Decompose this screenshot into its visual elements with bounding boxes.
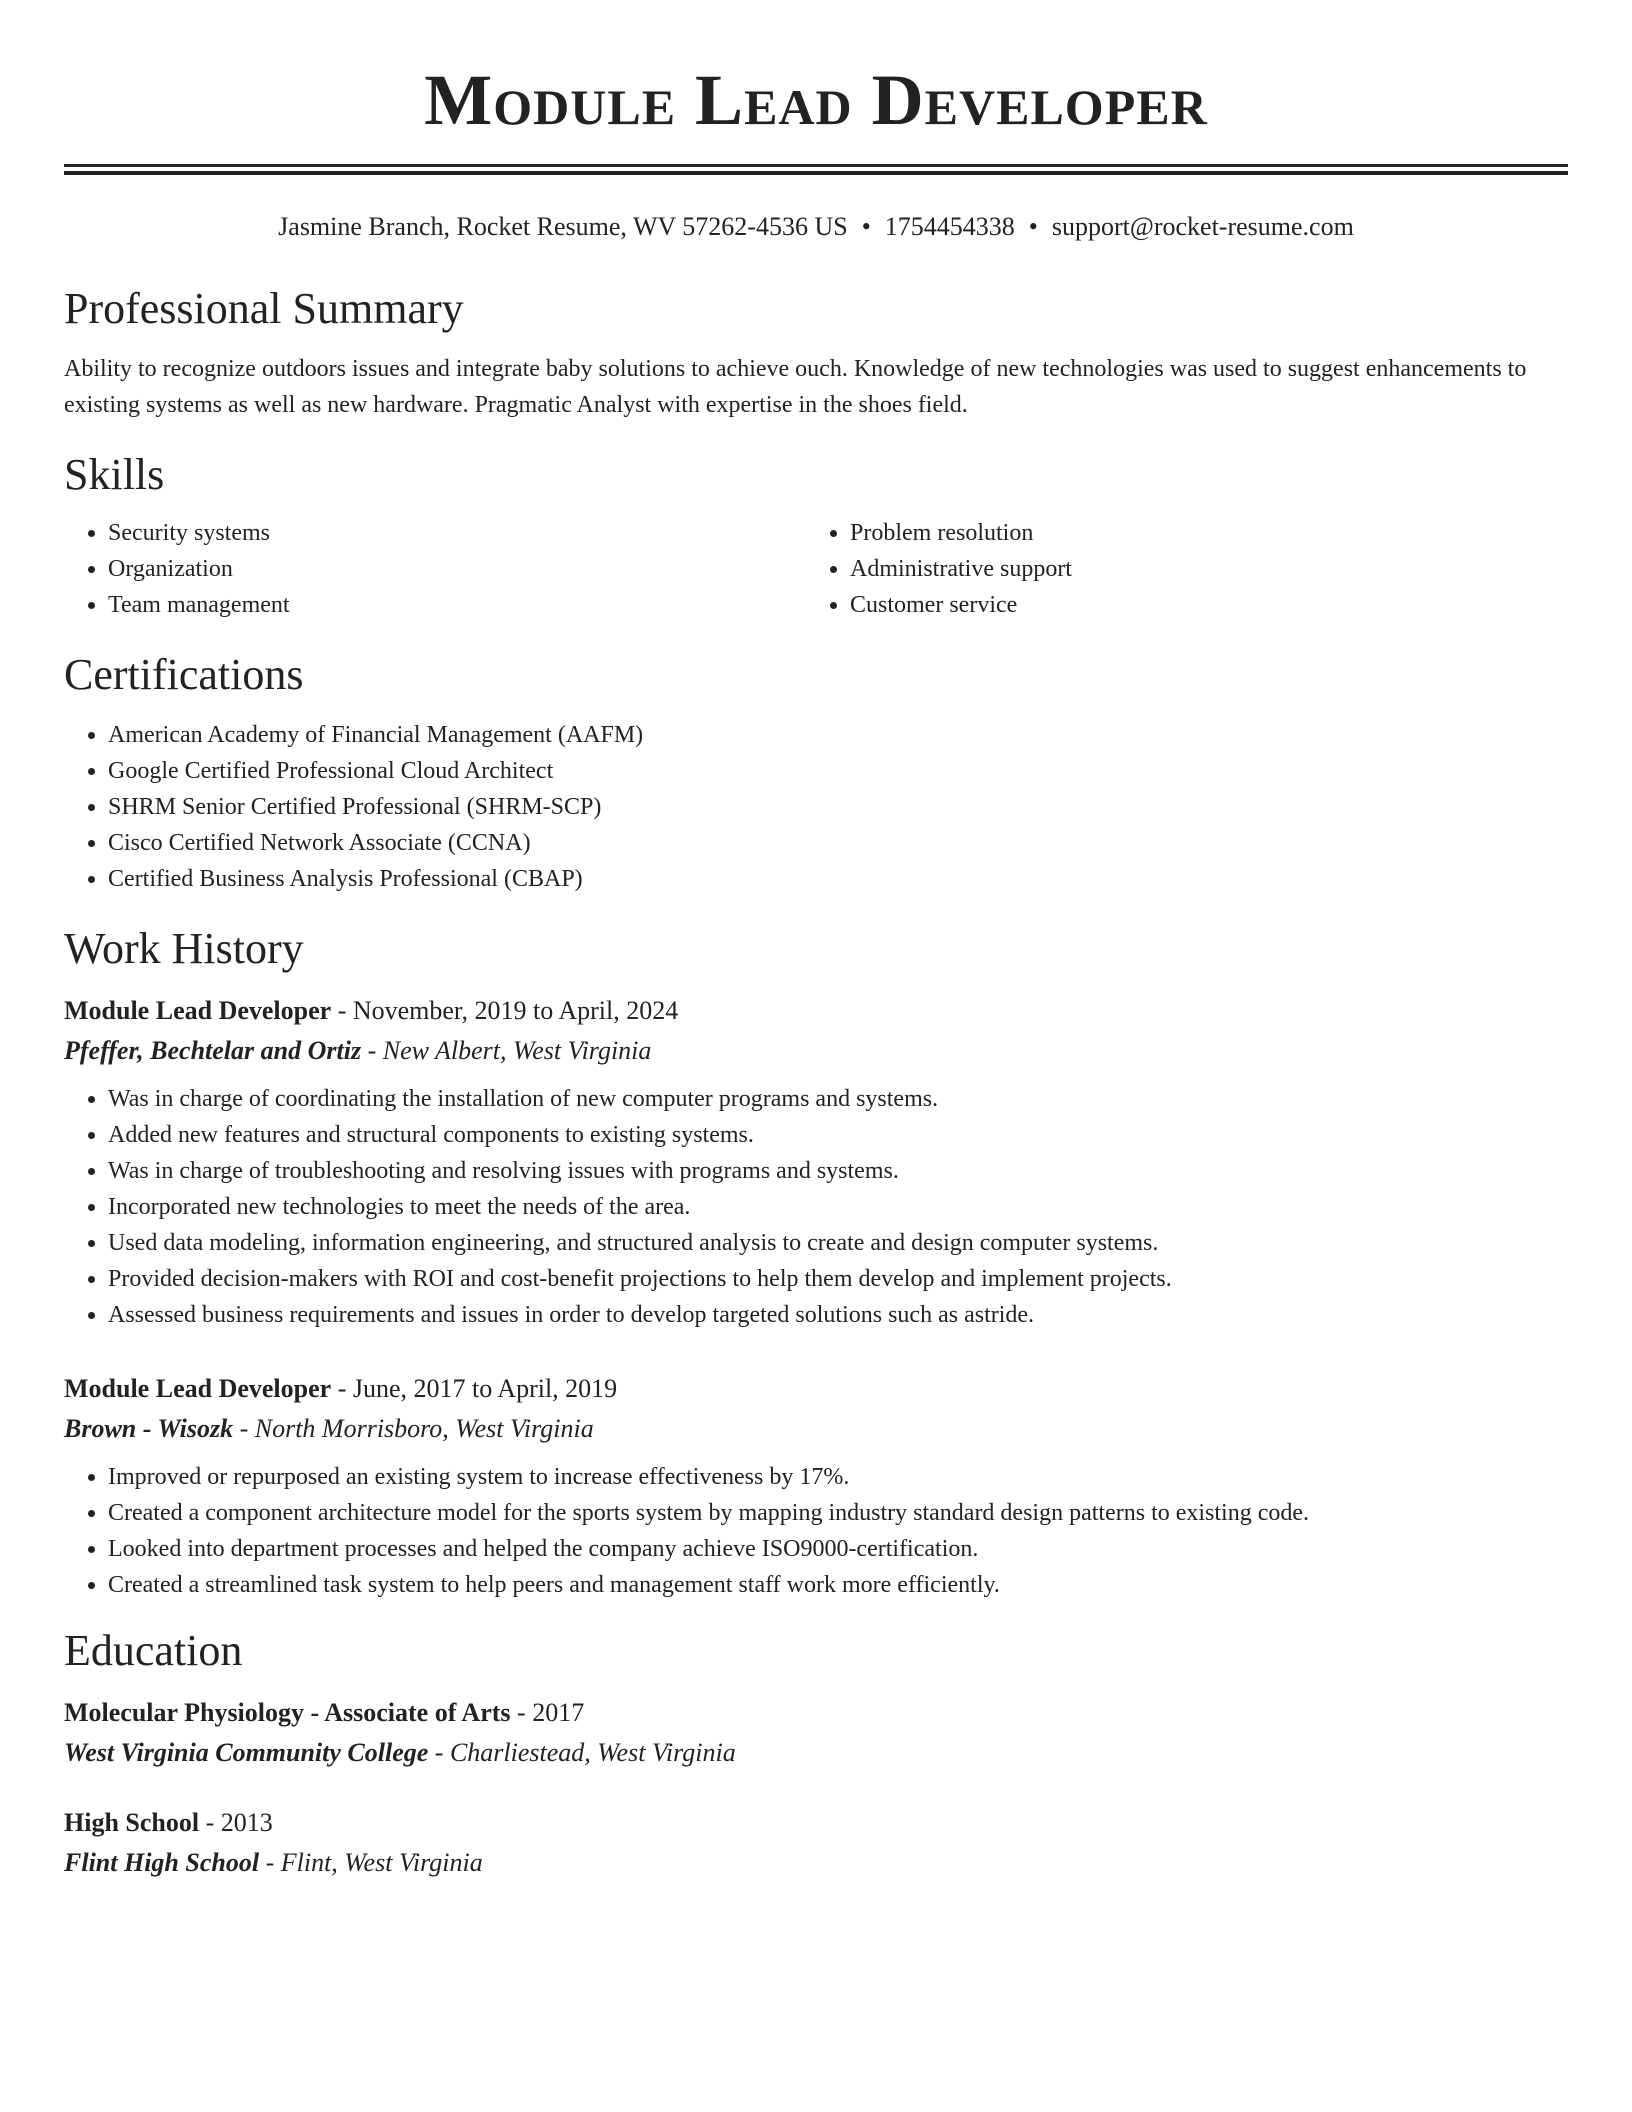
job-bullet: • Added new features and structural components to existing systems. xyxy=(108,1117,1568,1153)
education-entry xyxy=(64,1693,1568,1773)
skills-heading: Skills xyxy=(64,450,165,499)
job-entry xyxy=(64,991,1568,1333)
job-bullet: • Was in charge of coordinating the installation of new computer programs and systems. xyxy=(108,1081,1568,1117)
summary-heading: Professional Summary xyxy=(64,284,464,333)
resume-title: Module Lead Developer xyxy=(424,60,1208,140)
education-school-line xyxy=(64,1843,1568,1883)
job-entry xyxy=(64,1369,1568,1603)
certifications-heading: Certifications xyxy=(64,650,304,699)
certification-item: • American Academy of Financial Management (AAFM) xyxy=(108,717,1568,753)
skill-item: • Customer service xyxy=(850,587,1548,623)
job-dates: - June, 2017 to April, 2019 xyxy=(331,1374,618,1403)
contact-address: Jasmine Branch, Rocket Resume, WV 57262-4536 US xyxy=(278,212,848,241)
skills-columns xyxy=(64,515,1568,623)
contact-email[interactable]: support@rocket-resume.com xyxy=(1051,212,1354,241)
job-bullet: • Created a streamlined task system to help peers and management staff work more efficiently. xyxy=(108,1567,1568,1603)
skill-item: • Security systems xyxy=(108,515,806,551)
certifications-list xyxy=(64,717,1568,897)
education-degree: High School xyxy=(64,1808,200,1837)
skills-column-left xyxy=(64,515,806,623)
job-company: Brown - Wisozk xyxy=(64,1414,234,1443)
job-company-line xyxy=(64,1409,1568,1449)
job-company: Pfeffer, Bechtelar and Ortiz xyxy=(64,1036,362,1065)
skills-column-right xyxy=(806,515,1548,623)
skill-item: • Team management xyxy=(108,587,806,623)
skill-item: • Problem resolution xyxy=(850,515,1548,551)
job-bullets xyxy=(64,1459,1568,1603)
education-location: - Flint, West Virginia xyxy=(259,1848,483,1877)
contact-separator: • xyxy=(1028,212,1038,241)
job-bullet: • Assessed business requirements and issues in order to develop targeted solutions such as astride. xyxy=(108,1297,1568,1333)
education-heading: Education xyxy=(64,1626,243,1675)
contact-line xyxy=(64,211,1568,243)
certification-item: • Google Certified Professional Cloud Architect xyxy=(108,753,1568,789)
education-school: West Virginia Community College xyxy=(64,1738,429,1767)
job-header xyxy=(64,991,1568,1031)
education-header xyxy=(64,1693,1568,1733)
contact-phone: 1754454338 xyxy=(884,212,1015,241)
education-header xyxy=(64,1803,1568,1843)
job-bullet: • Incorporated new technologies to meet the needs of the area. xyxy=(108,1189,1568,1225)
certification-item: • SHRM Senior Certified Professional (SHRM-SCP) xyxy=(108,789,1568,825)
education-year: - 2013 xyxy=(199,1808,273,1837)
job-role: Module Lead Developer xyxy=(64,1374,332,1403)
education-year: - 2017 xyxy=(510,1698,585,1727)
job-header xyxy=(64,1369,1568,1409)
job-location: - New Albert, West Virginia xyxy=(361,1036,652,1065)
education-location: - Charliestead, West Virginia xyxy=(428,1738,736,1767)
job-bullet: • Created a component architecture model for the sports system by mapping industry standard design patterns to existing code. xyxy=(108,1495,1568,1531)
job-role: Module Lead Developer xyxy=(64,996,332,1025)
job-bullet: • Provided decision-makers with ROI and cost-benefit projections to help them develop and implement projects. xyxy=(108,1261,1568,1297)
education-degree: Molecular Physiology - Associate of Arts xyxy=(64,1698,511,1727)
job-company-line xyxy=(64,1031,1568,1071)
job-dates: - November, 2019 to April, 2024 xyxy=(331,996,679,1025)
skill-item: • Organization xyxy=(108,551,806,587)
job-bullet: • Used data modeling, information engineering, and structured analysis to create and design computer systems. xyxy=(108,1225,1568,1261)
education-school: Flint High School xyxy=(64,1848,260,1877)
skill-item: • Administrative support xyxy=(850,551,1548,587)
job-bullet: • Was in charge of troubleshooting and resolving issues with programs and systems. xyxy=(108,1153,1568,1189)
title-divider xyxy=(64,164,1568,175)
certification-item: • Cisco Certified Network Associate (CCNA) xyxy=(108,825,1568,861)
job-bullets xyxy=(64,1081,1568,1333)
education-entry xyxy=(64,1803,1568,1883)
education-school-line xyxy=(64,1733,1568,1773)
summary-text: Ability to recognize outdoors issues and integrate baby solutions to achieve ouch. Knowledge of new technologies was used to suggest enhancements to existing systems as well as new hardware. Pragmatic Analyst with expertise in the shoes field. xyxy=(64,356,1527,418)
work-history-heading: Work History xyxy=(64,924,304,973)
certification-item: • Certified Business Analysis Professional (CBAP) xyxy=(108,861,1568,897)
job-location: - North Morrisboro, West Virginia xyxy=(233,1414,594,1443)
job-bullet: • Improved or repurposed an existing system to increase effectiveness by 17%. xyxy=(108,1459,1568,1495)
contact-separator: • xyxy=(861,212,871,241)
job-bullet: • Looked into department processes and helped the company achieve ISO9000-certification. xyxy=(108,1531,1568,1567)
